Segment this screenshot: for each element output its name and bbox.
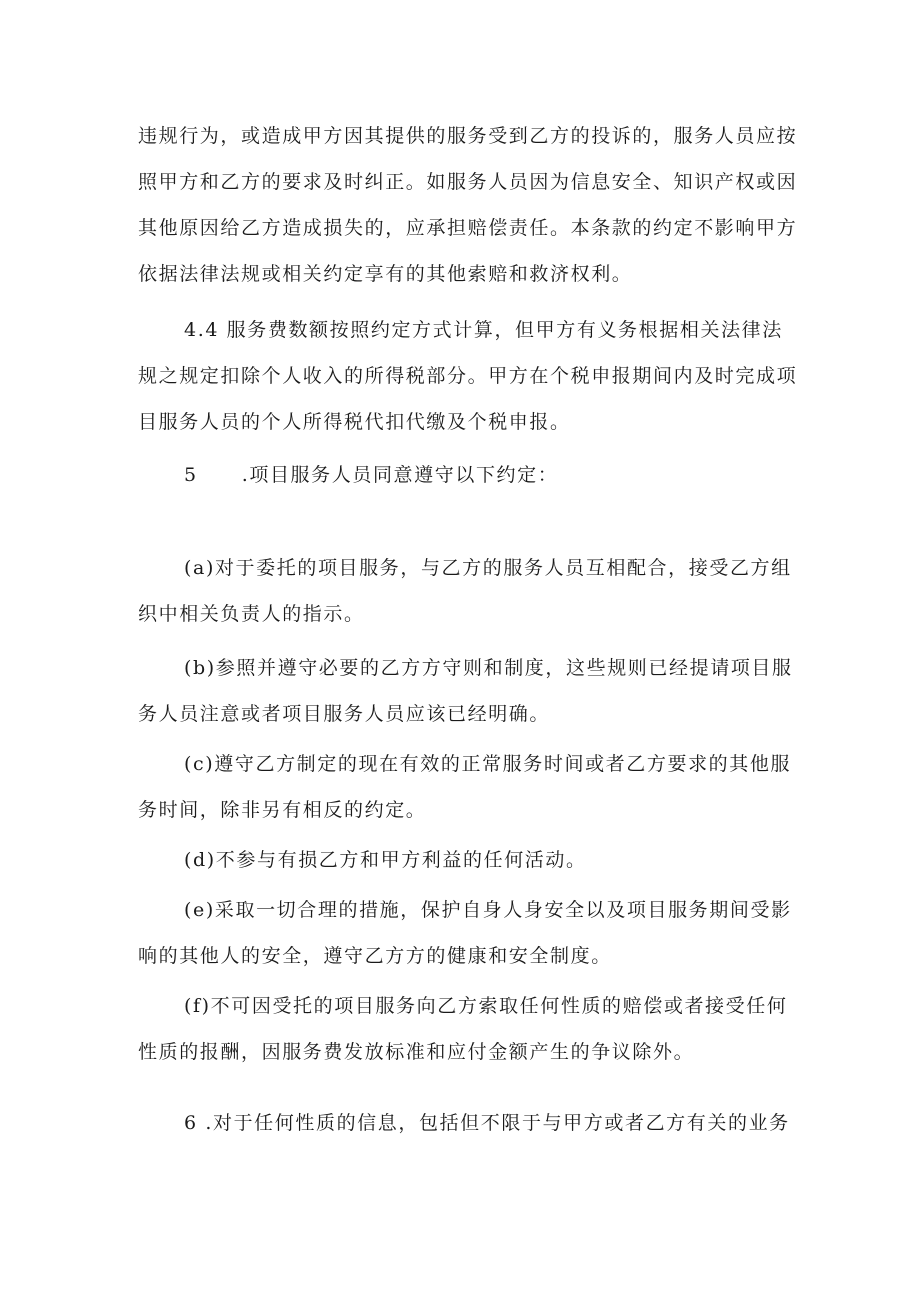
item-c-line: (c)遵守乙方制定的现在有效的正常服务时间或者乙方要求的其他服 xyxy=(184,753,792,775)
clause-5-number: 5 xyxy=(184,464,198,486)
item-a-line: (a)对于委托的项目服务，与乙方的服务人员互相配合，接受乙方组 xyxy=(184,557,792,579)
clause-5-heading xyxy=(184,463,834,487)
item-b-line: (b)参照并遵守必要的乙方方守则和制度，这些规则已经提请项目服 xyxy=(184,657,793,679)
paragraph-line: 务人员注意或者项目服务人员应该已经明确。 xyxy=(138,703,551,725)
paragraph-line: 依据法律法规或相关约定享有的其他索赔和救济权利。 xyxy=(138,263,633,285)
paragraph-line: 性质的报酬，因服务费发放标准和应付金额产生的争议除外。 xyxy=(138,1041,695,1063)
clause-6-line: 6 .对于任何性质的信息，包括但不限于与甲方或者乙方有关的业务 xyxy=(184,1112,790,1134)
item-e-line: (e)采取一切合理的措施，保护自身人身安全以及项目服务期间受影 xyxy=(184,899,792,921)
paragraph-line: 照甲方和乙方的要求及时纠正。如服务人员因为信息安全、知识产权或因 xyxy=(138,171,798,193)
paragraph-line: 其他原因给乙方造成损失的，应承担赔偿责任。本条款的约定不影响甲方 xyxy=(138,217,798,239)
item-f-line: (f)不可因受托的项目服务向乙方索取任何性质的赔偿或者接受任何 xyxy=(184,995,788,1017)
paragraph-line: 务时间，除非另有相反的约定。 xyxy=(138,799,427,821)
paragraph-line: 规之规定扣除个人收入的所得税部分。甲方在个税申报期间内及时完成项 xyxy=(138,365,798,387)
paragraph-line: 响的其他人的安全，遵守乙方方的健康和安全制度。 xyxy=(138,945,612,967)
clause-5-text: .项目服务人员同意遵守以下约定： xyxy=(241,464,559,486)
paragraph-line: 织中相关负责人的指示。 xyxy=(138,603,365,625)
paragraph-line: 目服务人员的个人所得税代扣代缴及个税申报。 xyxy=(138,411,571,433)
clause-4-4-line: 4.4 服务费数额按照约定方式计算，但甲方有义务根据相关法律法 xyxy=(184,319,783,341)
paragraph-line: 违规行为，或造成甲方因其提供的服务受到乙方的投诉的，服务人员应按 xyxy=(138,125,798,147)
item-d-line: (d)不参与有损乙方和甲方利益的任何活动。 xyxy=(184,849,587,871)
